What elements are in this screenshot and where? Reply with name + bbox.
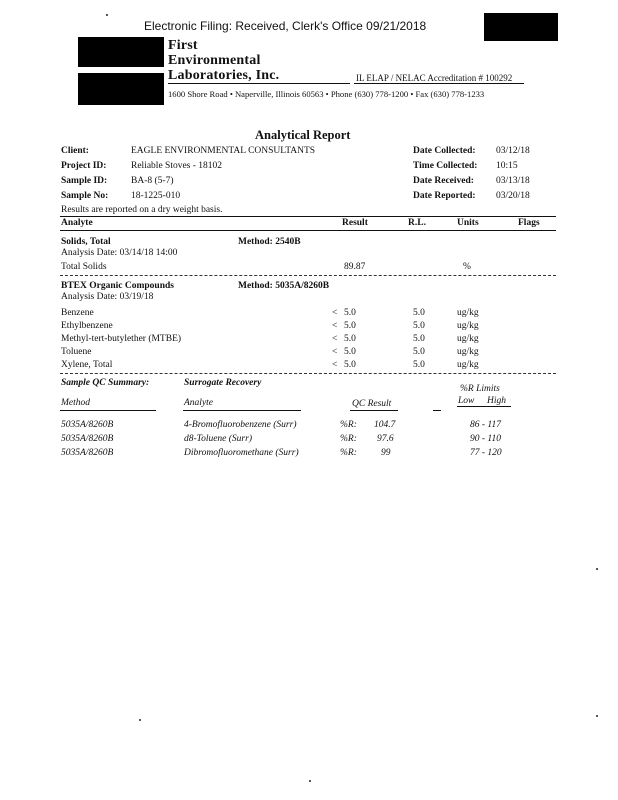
project-id-value: Reliable Stoves - 18102 <box>131 161 223 171</box>
date-collected-value: 03/12/18 <box>496 146 530 156</box>
table-row-qualifier: < <box>332 321 338 331</box>
redaction-box <box>78 73 164 105</box>
table-row-result: 5.0 <box>344 308 356 318</box>
qc-summary-label: Sample QC Summary: <box>61 378 150 388</box>
qc-row-method: 5035A/8260B <box>61 434 114 444</box>
table-top-rule <box>60 216 556 217</box>
qc-rule <box>457 406 511 407</box>
table-row-units: ug/kg <box>457 308 479 318</box>
table-row-rl: 5.0 <box>413 360 425 370</box>
accreditation: IL ELAP / NELAC Accreditation # 100292 <box>356 73 513 83</box>
qc-row-limits: 86 - 117 <box>470 420 501 430</box>
date-collected-label: Date Collected: <box>413 146 476 156</box>
qc-row-analyte: d8-Toluene (Surr) <box>184 434 252 444</box>
table-header-rule <box>60 230 556 231</box>
qc-col-analyte: Analyte <box>184 398 214 408</box>
table-row-rl: 5.0 <box>413 334 425 344</box>
table-row-result: 5.0 <box>344 347 356 357</box>
qc-rule <box>183 410 301 411</box>
qc-row-analyte: Dibromofluoromethane (Surr) <box>184 448 299 458</box>
solids-method: Method: 2540B <box>238 237 301 247</box>
qc-rule <box>350 410 398 411</box>
btex-analysis-date: Analysis Date: 03/19/18 <box>61 292 154 302</box>
sample-no-value: 18-1225-010 <box>131 191 181 201</box>
redaction-box <box>78 37 164 67</box>
company-name-line2: Environmental <box>168 53 261 68</box>
table-row-rl: 5.0 <box>413 321 425 331</box>
solids-result: 89.87 <box>344 262 366 272</box>
date-received-value: 03/13/18 <box>496 176 530 186</box>
scan-speck <box>106 14 108 16</box>
report-title: Analytical Report <box>255 128 351 142</box>
scan-speck <box>596 715 598 717</box>
qc-row-limits: 77 - 120 <box>470 448 502 458</box>
table-row-units: ug/kg <box>457 334 479 344</box>
col-rl: R.L. <box>408 218 426 228</box>
btex-title: BTEX Organic Compounds <box>61 281 174 291</box>
filing-stamp: Electronic Filing: Received, Clerk's Office 09/21/2018 <box>144 19 427 33</box>
qc-row-result: 104.7 <box>374 420 396 430</box>
table-row-units: ug/kg <box>457 347 479 357</box>
table-row-result: 5.0 <box>344 334 356 344</box>
qc-rule <box>433 410 441 411</box>
table-row-units: ug/kg <box>457 360 479 370</box>
table-row-qualifier: < <box>332 347 338 357</box>
scan-speck <box>139 719 141 721</box>
redaction-box <box>484 13 558 41</box>
table-row-analyte: Toluene <box>61 347 92 357</box>
col-result: Result <box>342 218 368 228</box>
col-flags: Flags <box>518 218 540 228</box>
solids-units: % <box>463 262 471 272</box>
btex-method: Method: 5035A/8260B <box>238 281 330 291</box>
col-units: Units <box>457 218 479 228</box>
table-row-result: 5.0 <box>344 360 356 370</box>
table-row-rl: 5.0 <box>413 347 425 357</box>
table-row-rl: 5.0 <box>413 308 425 318</box>
qc-col-low: Low <box>458 396 475 406</box>
qc-row-unit: %R: <box>340 434 357 444</box>
accreditation-underline <box>354 83 524 84</box>
btex-rule <box>60 373 556 374</box>
scan-speck <box>596 568 598 570</box>
sample-no-label: Sample No: <box>61 191 109 201</box>
project-id-label: Project ID: <box>61 161 107 171</box>
col-analyte: Analyte <box>61 218 93 228</box>
company-underline <box>168 83 350 84</box>
qc-col-result: QC Result <box>352 399 392 409</box>
table-row-qualifier: < <box>332 360 338 370</box>
qc-row-result: 99 <box>381 448 391 458</box>
solids-analyte: Total Solids <box>61 262 107 272</box>
sample-id-value: BA-8 (5-7) <box>131 176 174 186</box>
basis-note: Results are reported on a dry weight basis. <box>61 205 223 215</box>
table-row-analyte: Benzene <box>61 308 94 318</box>
solids-rule <box>60 275 556 276</box>
client-label: Client: <box>61 146 89 156</box>
limits-label: %R Limits <box>460 384 500 394</box>
qc-row-unit: %R: <box>340 420 357 430</box>
time-collected-label: Time Collected: <box>413 161 478 171</box>
time-collected-value: 10:15 <box>496 161 518 171</box>
qc-row-method: 5035A/8260B <box>61 420 114 430</box>
qc-row-result: 97.6 <box>377 434 394 444</box>
surrogate-label: Surrogate Recovery <box>184 378 262 388</box>
qc-row-unit: %R: <box>340 448 357 458</box>
company-address: 1600 Shore Road • Naperville, Illinois 60563 • Phone (630) 778-1200 • Fax (630) 778-1233 <box>168 89 485 99</box>
scan-speck <box>309 780 311 782</box>
table-row-analyte: Methyl-tert-butylether (MTBE) <box>61 334 182 344</box>
table-row-qualifier: < <box>332 334 338 344</box>
qc-row-method: 5035A/8260B <box>61 448 114 458</box>
sample-id-label: Sample ID: <box>61 176 108 186</box>
date-received-label: Date Received: <box>413 176 474 186</box>
qc-rule <box>60 410 156 411</box>
qc-row-limits: 90 - 110 <box>470 434 501 444</box>
solids-title: Solids, Total <box>61 237 111 247</box>
qc-row-analyte: 4-Bromofluorobenzene (Surr) <box>184 420 297 430</box>
date-reported-value: 03/20/18 <box>496 191 530 201</box>
company-name-line3: Laboratories, Inc. <box>168 68 280 83</box>
date-reported-label: Date Reported: <box>413 191 476 201</box>
table-row-qualifier: < <box>332 308 338 318</box>
qc-col-method: Method <box>61 398 91 408</box>
client-value: EAGLE ENVIRONMENTAL CONSULTANTS <box>131 146 316 156</box>
qc-col-high: High <box>487 396 506 406</box>
company-name-line1: First <box>168 38 198 53</box>
solids-analysis-date: Analysis Date: 03/14/18 14:00 <box>61 248 178 258</box>
table-row-units: ug/kg <box>457 321 479 331</box>
table-row-result: 5.0 <box>344 321 356 331</box>
table-row-analyte: Ethylbenzene <box>61 321 113 331</box>
table-row-analyte: Xylene, Total <box>61 360 113 370</box>
